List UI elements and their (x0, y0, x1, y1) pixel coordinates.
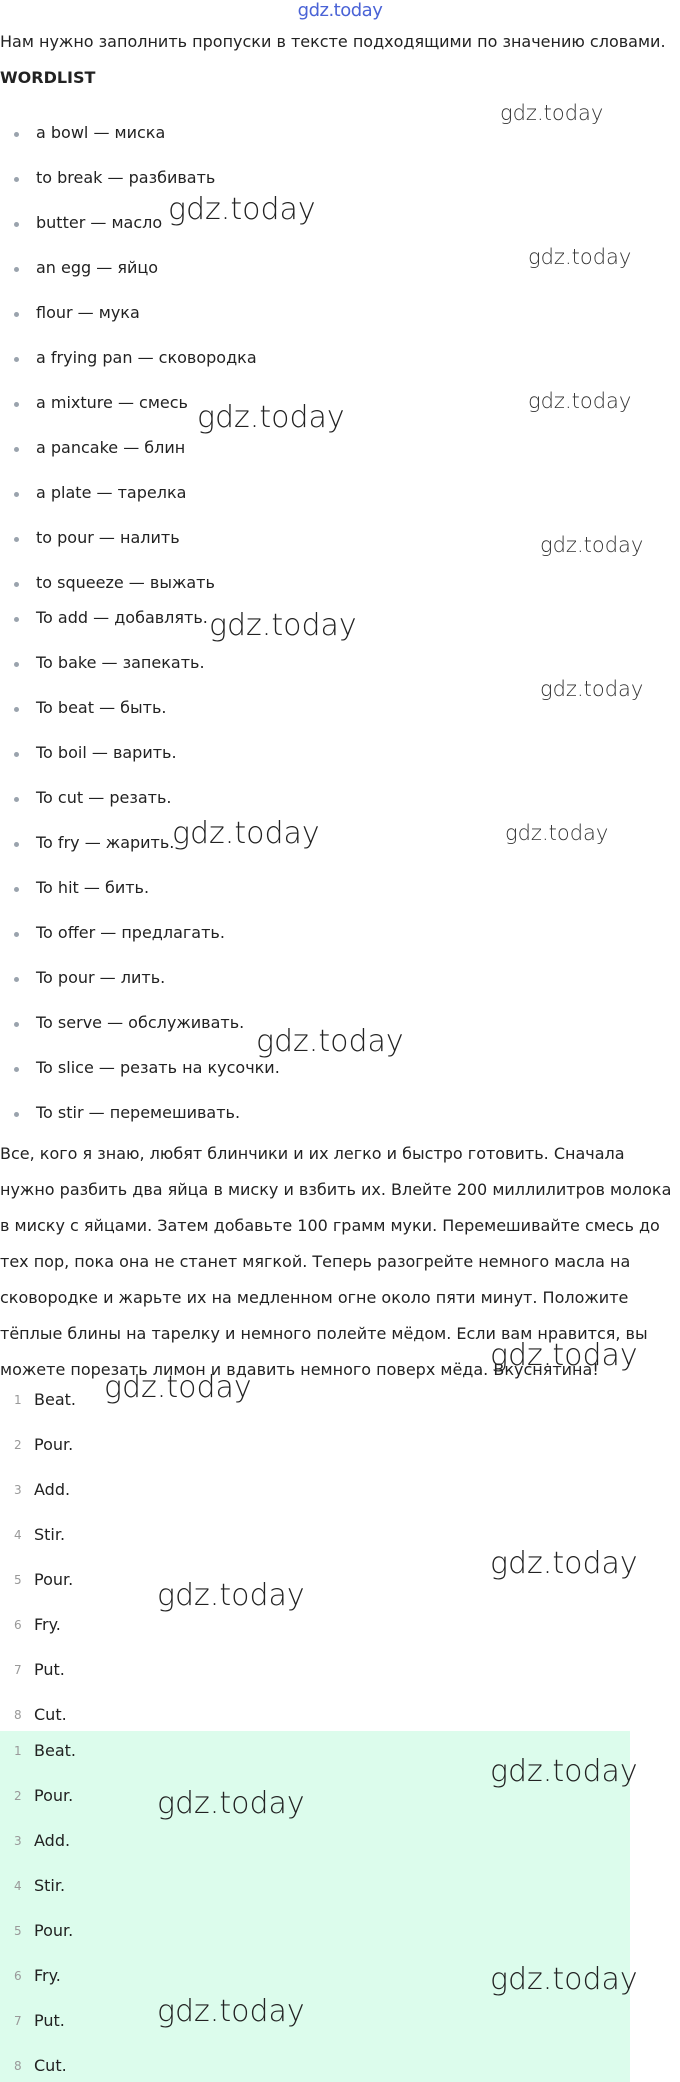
answer-item: 8 Cut. (14, 1705, 67, 1724)
bullet-icon (14, 267, 19, 272)
watermark: gdz.today (490, 1546, 638, 1581)
bullet-icon (14, 932, 19, 937)
answer-item: 4 Stir. (14, 1525, 66, 1544)
bullet-icon (14, 222, 19, 227)
answer-item: 2 Pour. (14, 1435, 74, 1454)
answer-item: 1 Beat. (14, 1390, 76, 1409)
site-logo[interactable]: gdz.today (297, 0, 383, 21)
bullet-icon (14, 752, 19, 757)
wordlist-heading: WORDLIST (0, 68, 96, 87)
answer-key-item: 3 Add. (14, 1831, 71, 1850)
watermark: gdz.today (157, 1578, 305, 1613)
bullet-icon (14, 402, 19, 407)
bullet-icon (14, 707, 19, 712)
bullet-icon (14, 617, 19, 622)
answer-key-item: 7 Put. (14, 2011, 65, 2030)
task-instruction: Нам нужно заполнить пропуски в тексте подходящими по значению словами. (0, 32, 666, 51)
watermark: gdz.today (157, 1786, 305, 1821)
watermark: gdz.today (172, 816, 320, 851)
bullet-icon (14, 1112, 19, 1117)
answer-item: 6 Fry. (14, 1615, 61, 1634)
watermark: gdz.today (490, 1962, 638, 1997)
watermark: gdz.today (168, 192, 316, 227)
bullet-icon (14, 132, 19, 137)
watermark: gdz.today (197, 400, 345, 435)
answer-key-item: 5 Pour. (14, 1921, 74, 1940)
watermark: gdz.today (256, 1024, 404, 1059)
answer-key-item: 4 Stir. (14, 1876, 66, 1895)
bullet-icon (14, 492, 19, 497)
bullet-icon (14, 537, 19, 542)
bullet-icon (14, 662, 19, 667)
bullet-icon (14, 797, 19, 802)
bullet-icon (14, 582, 19, 587)
answer-item: 7 Put. (14, 1660, 65, 1679)
watermark: gdz.today (500, 101, 604, 125)
watermark: gdz.today (490, 1754, 638, 1789)
bullet-icon (14, 177, 19, 182)
watermark: gdz.today (104, 1370, 252, 1405)
watermark: gdz.today (528, 245, 632, 269)
watermark: gdz.today (490, 1338, 638, 1373)
answer-key-item: 2 Pour. (14, 1786, 74, 1805)
watermark: gdz.today (505, 821, 609, 845)
bullet-icon (14, 1022, 19, 1027)
answer-key-item: 8 Cut. (14, 2056, 67, 2075)
watermark: gdz.today (540, 677, 644, 701)
recipe-paragraph: Все, кого я знаю, любят блинчики и их легко и быстро готовить. Сначала нужно разбить два яйца в миску и взбить их. Влейте 200 миллилитров молока в миску с яйцами. Затем добавьте 100 грамм муки. Перемешивайте смесь до тех пор, пока она не станет мягкой. Теперь разогрейте немного масла на сковородке и жарьте их на медленном огне около пяти минут. Положите тёплые блины на тарелку и немного полейте мёдом. Если вам нравится, вы можете порезать лимон и вдавить немного поверх мёда. Вкуснятина! (0, 1144, 672, 1379)
watermark: gdz.today (157, 1994, 305, 2029)
answer-key-item: 6 Fry. (14, 1966, 61, 1985)
answer-item: 3 Add. (14, 1480, 71, 1499)
bullet-icon (14, 357, 19, 362)
bullet-icon (14, 312, 19, 317)
watermark: gdz.today (209, 608, 357, 643)
answer-item: 5 Pour. (14, 1570, 74, 1589)
bullet-icon (14, 1067, 19, 1072)
watermark: gdz.today (540, 533, 644, 557)
bullet-icon (14, 842, 19, 847)
answer-key-item: 1 Beat. (14, 1741, 76, 1760)
bullet-icon (14, 887, 19, 892)
bullet-icon (14, 447, 19, 452)
bullet-icon (14, 977, 19, 982)
watermark: gdz.today (528, 389, 632, 413)
